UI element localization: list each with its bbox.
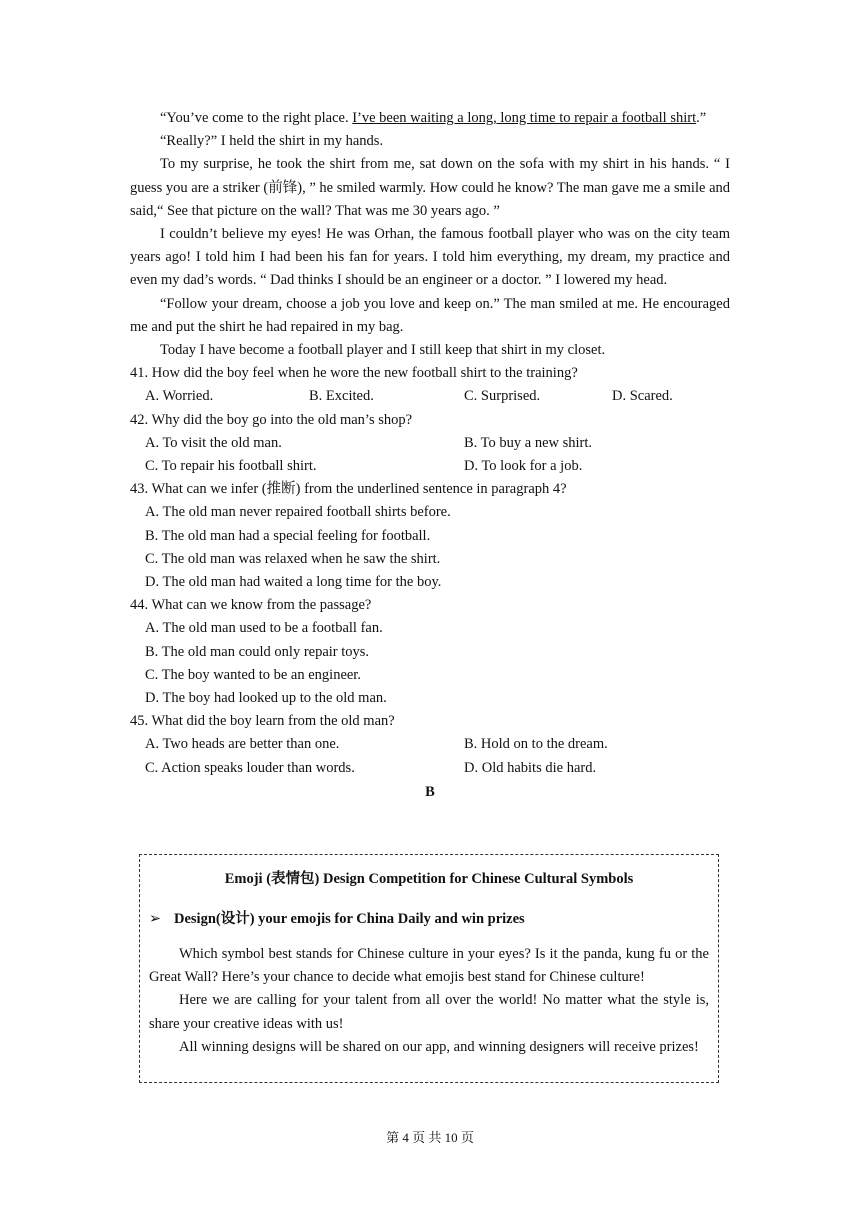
option: B. The old man had a special feeling for football. <box>145 527 431 544</box>
question-44: 44. What can we know from the passage? <box>130 597 372 614</box>
question-41: 41. How did the boy feel when he wore the new football shirt to the training? <box>130 365 578 382</box>
paragraph-1: “You’ve come to the right place. I’ve been waiting a long, long time to repair a football shirt.” <box>160 110 707 126</box>
underlined-sentence: I’ve been waiting a long, long time to repair a football shirt <box>352 110 697 126</box>
option: D. Scared. <box>612 388 673 405</box>
option: C. The old man was relaxed when he saw the shirt. <box>145 550 441 567</box>
option: B. The old man could only repair toys. <box>145 643 370 660</box>
paragraph-6: Today I have become a football player and I still keep that shirt in my closet. <box>160 342 606 359</box>
option: C. The boy wanted to be an engineer. <box>145 666 361 683</box>
option: D. The old man had waited a long time for the boy. <box>145 574 442 591</box>
page-footer: 第 4 页 共 10 页 <box>386 1130 474 1145</box>
question-41-options <box>130 385 730 408</box>
question-45-options-row2 <box>130 757 730 780</box>
option: C. Surprised. <box>464 388 541 405</box>
option: D. Old habits die hard. <box>464 759 597 776</box>
question-42-options-row1 <box>130 432 730 455</box>
passage-a <box>130 107 730 804</box>
question-45-options-row1 <box>130 733 730 756</box>
option: A. Two heads are better than one. <box>145 736 340 753</box>
arrow-bullet-icon: ➢ <box>149 911 162 927</box>
notice-subtitle <box>149 909 709 929</box>
paragraph-3: To my surprise, he took the shirt from me, sat down on the sofa with my shirt in his hands. “ I guess you are a striker (前锋), ” he smiled warmly. How could he know? The man gave me a smile and said,“ See that picture on the wall? That was me 30 years ago. ” <box>130 156 730 219</box>
question-45: 45. What did the boy learn from the old man? <box>130 713 395 730</box>
paragraph-2: “Really?” I held the shirt in my hands. <box>160 133 384 150</box>
option: A. The old man used to be a football fan. <box>145 620 383 637</box>
option: C. To repair his football shirt. <box>145 458 317 475</box>
option: A. Worried. <box>145 388 214 405</box>
competition-notice-box <box>139 854 719 1083</box>
option: B. Excited. <box>309 388 374 405</box>
question-42-options-row2 <box>130 455 730 478</box>
notice-paragraph: Which symbol best stands for Chinese culture in your eyes? Is it the panda, kung fu or the Great Wall? Here’s your chance to decide what emojis best stand for Chinese culture! <box>149 946 709 986</box>
notice-title: Emoji (表情包) Design Competition for Chinese Cultural Symbols <box>224 871 634 887</box>
notice-paragraph: All winning designs will be shared on our app, and winning designers will receive prizes! <box>179 1038 699 1055</box>
notice-paragraph: Here we are calling for your talent from all over the world! No matter what the style is, share your creative ideas with us! <box>149 992 709 1032</box>
question-42: 42. Why did the boy go into the old man’s shop? <box>130 411 413 428</box>
option: B. To buy a new shirt. <box>464 434 593 451</box>
option: B. Hold on to the dream. <box>464 736 608 753</box>
notice-body <box>149 943 709 1059</box>
paragraph-5: “Follow your dream, choose a job you love and keep on.” The man smiled at me. He encouraged me and put the shirt he had repaired in my bag. <box>130 295 730 335</box>
option: A. To visit the old man. <box>145 434 282 451</box>
section-heading-b: B <box>425 783 435 800</box>
notice-subtitle-text: Design(设计) your emojis for China Daily and win prizes <box>174 911 525 927</box>
paragraph-4: I couldn’t believe my eyes! He was Orhan, the famous football player who was on the city team years ago! I told him I had been his fan for years. I told him everything, my dream, my practice and even my dad’s words. “ Dad thinks I should be an engineer or a doctor. ” I lowered my head. <box>130 226 730 289</box>
option: D. To look for a job. <box>464 458 583 475</box>
option: C. Action speaks louder than words. <box>145 759 355 776</box>
option: D. The boy had looked up to the old man. <box>145 690 387 707</box>
question-43: 43. What can we infer (推断) from the underlined sentence in paragraph 4? <box>130 481 567 498</box>
option: A. The old man never repaired football shirts before. <box>145 504 451 521</box>
